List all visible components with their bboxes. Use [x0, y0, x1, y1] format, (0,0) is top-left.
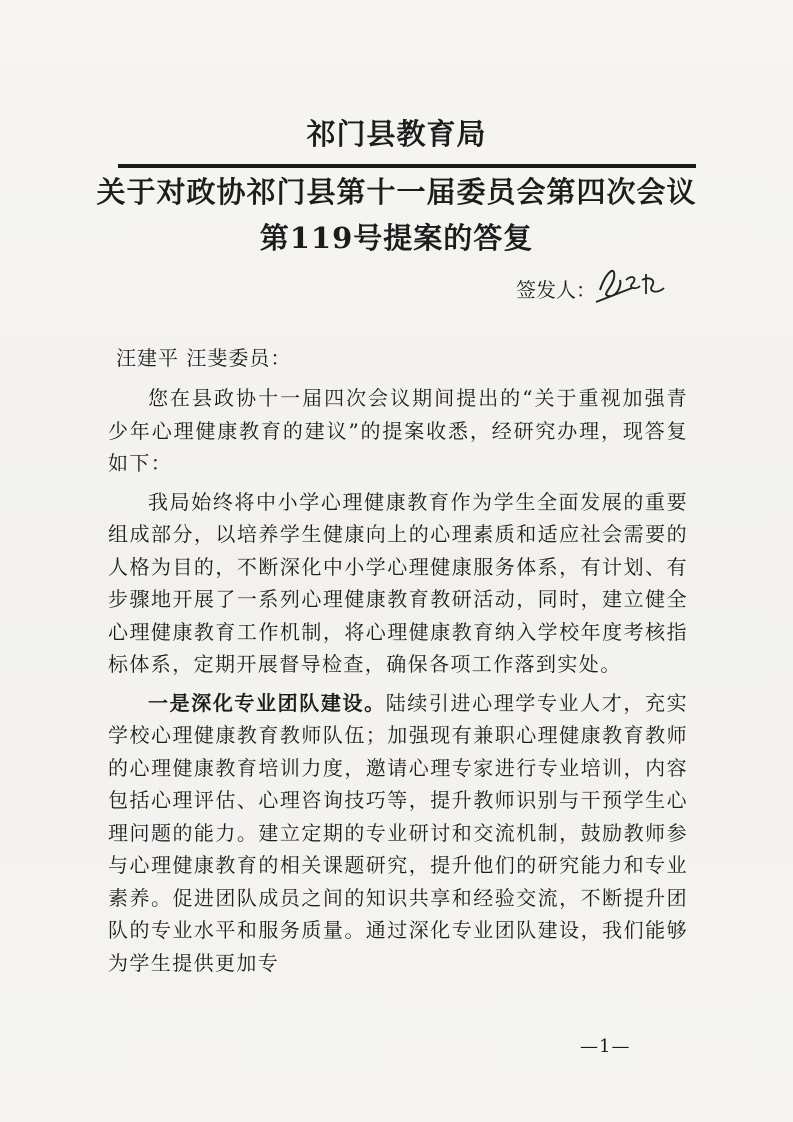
paragraph-3-lead: 一是深化专业团队建设。	[148, 690, 386, 715]
paragraph-3	[108, 687, 688, 980]
issuing-organization: 祁门县教育局	[306, 117, 487, 151]
letter-body	[108, 382, 688, 985]
paragraph-1: 您在县政协十一届四次会议期间提出的“关于重视加强青少年心理健康教育的建议”的提案收悉，经研究办理，现答复如下：	[108, 386, 688, 475]
document-title-line2: 第119号提案的答复	[259, 221, 534, 255]
header-rule	[118, 164, 696, 168]
page-number: —1—	[580, 1036, 631, 1057]
document-title-line1: 关于对政协祁门县第十一届委员会第四次会议	[96, 175, 697, 209]
paragraph-3-text: 陆续引进心理学专业人才，充实学校心理健康教育教师队伍；加强现有兼职心理健康教育教师的心理健康教育培训力度，邀请心理专家进行专业培训，内容包括心理评估、心理咨询技巧等，提升教师识别与干预学生心理问题的能力。建立定期的专业研讨和交流机制，鼓励教师参与心理健康教育的相关课题研究，提升他们的研究能力和专业素养。促进团队成员之间的知识共享和经验交流，不断提升团队的专业水平和服务质量。通过深化专业团队建设，我们能够为学生提供更加专	[108, 690, 688, 975]
signer-label: 签发人：	[516, 278, 596, 302]
handwritten-signature	[592, 250, 682, 310]
salutation: 汪建平 汪斐委员：	[116, 346, 292, 370]
paragraph-2: 我局始终将中小学心理健康教育作为学生全面发展的重要组成部分，以培养学生健康向上的心理素质和适应社会需要的人格为目的，不断深化中小学心理健康服务体系，有计划、有步骤地开展了一系列心理健康教育教研活动，同时，建立健全心理健康教育工作机制，将心理健康教育纳入学校年度考核指标体系，定期开展督导检查，确保各项工作落到实处。	[108, 489, 688, 676]
